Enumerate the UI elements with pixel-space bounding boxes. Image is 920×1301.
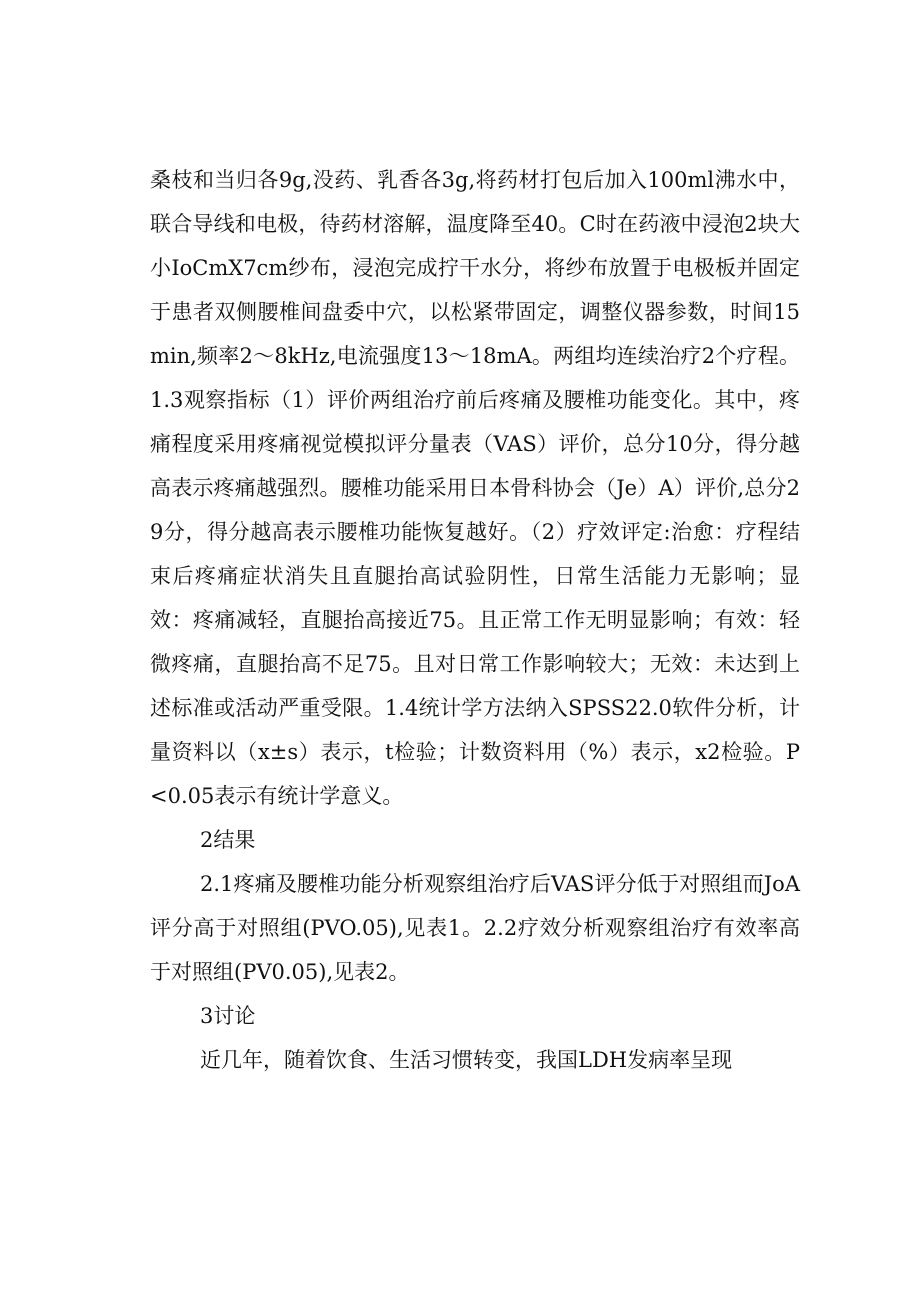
results-heading: 2结果 xyxy=(200,828,256,852)
methods-paragraph: 桑枝和当归各9g,没药、乳香各3g,将药材打包后加入100ml沸水中，联合导线和电极，待药材溶解，温度降至40。C时在药液中浸泡2块大小IoCmX7cm纱布，浸泡完成拧干水分，将纱布放置于电极板并固定于患者双侧腰椎间盘委中穴，以松紧带固定，调整仪器参数，时间15min,频率2～8kHz,电流强度13～18mA。两组均连续治疗2个疗程。1.3观察指标（1）评价两组治疗前后疼痛及腰椎功能变化。其中，疼痛程度采用疼痛视觉模拟评分量表（VAS）评价，总分10分，得分越高表示疼痛越强烈。腰椎功能采用日本骨科协会（Je）A）评价,总分29分，得分越高表示腰椎功能恢复越好。（2）疗效评定:治愈：疗程结束后疼痛症状消失且直腿抬高试验阴性，日常生活能力无影响；显效：疼痛减轻，直腿抬高接近75。且正常工作无明显影响；有效：轻微疼痛，直腿抬高不足75。且对日常工作影响较大；无效：未达到上述标准或活动严重受限。1.4统计学方法纳入SPSS22.0软件分析，计量资料以（x±s）表示，t检验；计数资料用（%）表示，x2检验。P<0.05表示有统计学意义。 xyxy=(150,168,800,808)
discussion-paragraph: 近几年，随着饮食、生活习惯转变，我国LDH发病率呈现 xyxy=(200,1048,733,1072)
results-paragraph: 2.1疼痛及腰椎功能分析观察组治疗后VAS评分低于对照组而JoA评分高于对照组(PVO.05),见表1。2.2疗效分析观察组治疗有效率高于对照组(PV0.05),见表2。 xyxy=(150,872,800,984)
discussion-heading: 3讨论 xyxy=(200,1004,256,1028)
document-page xyxy=(150,158,800,1082)
